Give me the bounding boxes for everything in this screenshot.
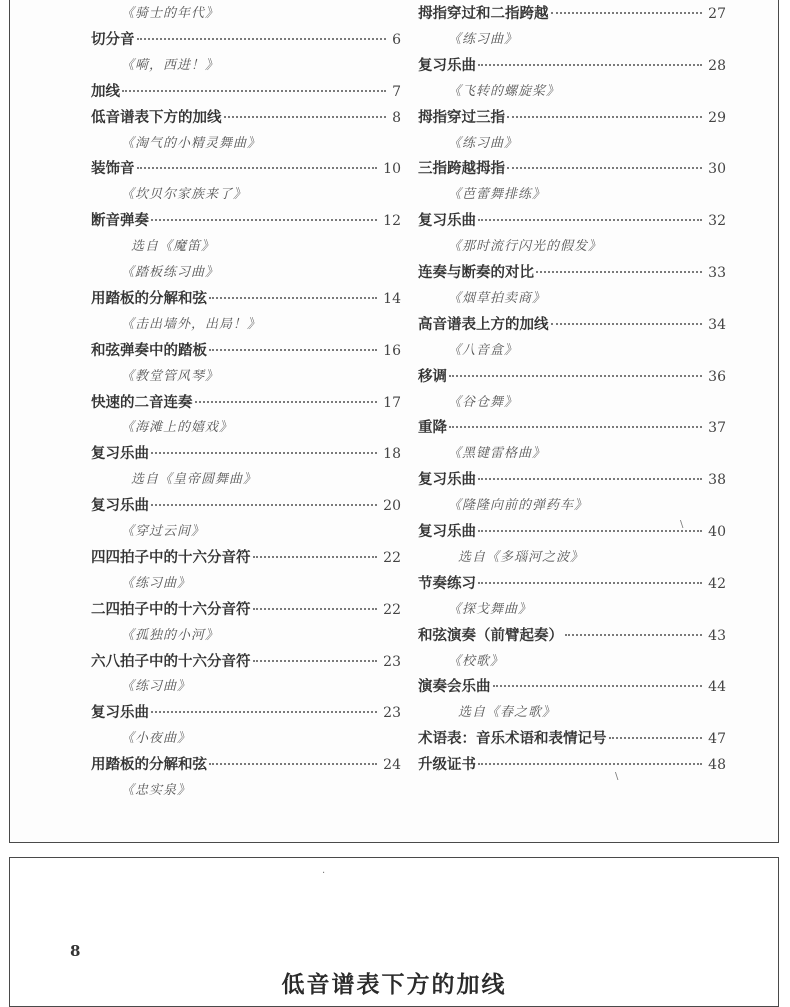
dot-leader [137,38,387,40]
toc-entry-page: 47 [708,731,726,748]
toc-entry-page: 7 [392,83,401,100]
toc-entry-page: 10 [383,161,401,178]
dot-leader [449,375,702,377]
dot-leader [224,116,387,118]
toc-entry-title: 节奏练习 [418,575,476,592]
toc-entry-page: 43 [708,627,726,644]
toc-entry-title: 演奏会乐曲 [418,679,491,696]
toc-entry-page: 22 [383,601,401,618]
toc-entry-page: 23 [383,653,401,670]
toc-entry-title: 拇指穿过三指 [418,109,505,126]
toc-entry-page: 6 [392,31,401,48]
toc-entry-title: 连奏与断奏的对比 [418,265,534,281]
toc-entry-title: 复习乐曲 [91,705,149,722]
toc-entry-title: 用踏板的分解和弦 [91,290,207,307]
toc-entry-page: 38 [708,472,726,489]
dot-leader [151,452,377,454]
toc-piece-title: 《穿过云间》 [121,524,206,539]
toc-entry [91,651,401,673]
toc-entry [91,288,401,310]
toc-entry-title: 快速的二音连奏 [91,394,193,411]
toc-entry [418,469,726,491]
toc-entry-title: 低音谱表下方的加线 [91,109,222,126]
toc-entry [91,340,401,362]
dot-leader [253,608,378,610]
toc-entry-page: 33 [708,265,726,281]
toc-entry [418,55,726,77]
toc-entry-page: 42 [708,575,726,592]
dot-leader [253,556,378,558]
toc-entry-title: 复习乐曲 [418,524,476,540]
dot-leader [209,763,377,765]
dot-leader [137,167,378,169]
toc-entry-title: 复习乐曲 [91,498,149,515]
toc-entry-page: 40 [708,524,726,540]
dot-leader [507,167,702,169]
toc-entry-page: 34 [708,316,726,333]
toc-entry-title: 高音谱表上方的加线 [418,316,549,333]
dot-leader [478,582,702,584]
toc-entry [418,210,726,232]
toc-entry [418,728,726,750]
toc-entry [418,366,726,388]
toc-entry [418,754,726,776]
toc-entry-title: 复习乐曲 [418,472,476,489]
toc-entry [418,573,726,595]
dot-leader [609,737,703,739]
dot-leader [151,219,377,221]
toc-entry [91,107,401,129]
toc-entry-page: 17 [383,394,401,411]
dot-leader [449,426,702,428]
dot-leader [507,116,702,118]
toc-entry-title: 和弦弹奏中的踏板 [91,342,207,359]
toc-piece-title: 《黑键雷格曲》 [448,446,547,462]
toc-piece-title: 《坎贝尔家族来了》 [121,187,248,203]
toc-piece-title: 《芭蕾舞排练》 [448,187,547,203]
toc-entry-title: 移调 [418,368,447,385]
toc-piece-title: 《八音盒》 [448,342,519,358]
toc-entry-title: 和弦演奏（前臂起奏） [418,627,563,644]
toc-entry-page: 24 [383,757,401,774]
toc-piece-title: 《踏板练习曲》 [121,265,220,280]
toc-piece-title: 选自《多瑙河之波》 [458,549,585,565]
toc-entry-page: 23 [383,705,401,722]
toc-piece-title: 《嗬，西进！》 [121,57,220,73]
dot-leader [551,323,703,325]
dot-leader [478,64,702,66]
toc-entry-title: 断音弹奏 [91,213,149,230]
toc-piece-title: 《击出墙外，出局！》 [121,316,262,332]
toc-entry [418,625,726,647]
toc-entry-page: 27 [708,6,726,22]
toc-entry [91,754,401,776]
toc-piece-title: 选自《春之歌》 [458,705,557,721]
dot-leader [151,504,377,506]
toc-piece-title: 《那时流行闪光的假发》 [448,239,603,255]
toc-entry-title: 复习乐曲 [418,213,476,230]
toc-entry-page: 8 [392,109,401,126]
toc-entry [91,547,401,569]
toc-entry-title: 四四拍子中的十六分音符 [91,549,251,566]
toc-piece-title: 《飞转的螺旋桨》 [448,83,561,99]
toc-entry [418,3,726,25]
toc-entry-page: 30 [708,161,726,178]
toc-entry [418,676,726,698]
toc-piece-title: 选自《魔笛》 [131,239,216,255]
toc-piece-title: 《探戈舞曲》 [448,601,533,617]
toc-entry-title: 复习乐曲 [418,57,476,74]
dot-leader [493,685,703,687]
toc-entry [91,158,401,180]
toc-entry-page: 44 [708,679,726,696]
toc-entry-title: 二四拍子中的十六分音符 [91,601,251,618]
toc-piece-title: 《练习曲》 [121,575,192,591]
toc-piece-title: 《孤独的小河》 [121,627,220,643]
toc-entry-page: 28 [708,57,726,74]
toc-entry-title: 三指跨越拇指 [418,161,505,178]
toc-entry-page: 37 [708,420,726,437]
toc-entry-page: 12 [383,213,401,230]
toc-entry-title: 装饰音 [91,161,135,178]
scan-mark: \ [680,519,684,530]
dot-leader [536,271,702,273]
toc-entry-title: 重降 [418,420,447,437]
toc-entry-title: 术语表：音乐术语和表情记号 [418,731,607,748]
toc-piece-title: 《淘气的小精灵舞曲》 [121,135,262,151]
toc-entry [418,158,726,180]
scan-mark: · [322,868,326,879]
toc-piece-title: 《忠实泉》 [121,783,192,798]
scan-mark: \ [615,771,619,782]
chapter-heading: 低音谱表下方的加线 [281,972,507,998]
toc-entry-title: 拇指穿过和二指跨越 [418,6,549,22]
toc-entry-page: 18 [383,446,401,463]
toc-piece-title: 《教堂管风琴》 [121,368,220,384]
toc-entry [91,29,401,51]
toc-entry [418,262,726,284]
dot-leader [253,660,378,662]
toc-entry [91,599,401,621]
toc-piece-title: 《隆隆向前的弹药车》 [448,498,589,514]
toc-entry-title: 复习乐曲 [91,446,149,463]
toc-piece-title: 《海滩上的嬉戏》 [121,420,234,436]
toc-piece-title: 《小夜曲》 [121,731,192,747]
dot-leader [478,219,702,221]
page-number: 8 [70,942,81,960]
toc-entry [91,495,401,517]
toc-entry-page: 32 [708,213,726,230]
toc-entry-page: 16 [383,342,401,359]
toc-entry [418,417,726,439]
toc-piece-title: 《练习曲》 [121,679,192,695]
toc-entry-page: 36 [708,368,726,385]
dot-leader [151,711,377,713]
toc-page [9,0,779,843]
toc-piece-title: 选自《皇帝圆舞曲》 [131,472,258,488]
toc-piece-title: 《练习曲》 [448,31,519,47]
toc-piece-title: 《校歌》 [448,653,505,669]
toc-piece-title: 《谷仓舞》 [448,394,519,410]
toc-entry-page: 29 [708,109,726,126]
dot-leader [209,297,377,299]
toc-piece-title: 《练习曲》 [448,135,519,151]
toc-piece-title: 《烟草拍卖商》 [448,290,547,306]
toc-entry-title: 六八拍子中的十六分音符 [91,653,251,670]
dot-leader [195,401,378,403]
toc-entry-title: 用踏板的分解和弦 [91,757,207,774]
toc-entry-page: 22 [383,549,401,566]
toc-entry-title: 加线 [91,83,120,100]
dot-leader [478,478,702,480]
dot-leader [551,12,703,14]
dot-leader [478,763,702,765]
toc-entry [91,702,401,724]
dot-leader [565,634,702,636]
toc-entry [91,443,401,465]
toc-entry-title: 切分音 [91,31,135,48]
toc-entry [418,107,726,129]
toc-entry [91,210,401,232]
dot-leader [122,90,386,92]
toc-entry [91,392,401,414]
toc-entry-title: 升级证书 [418,757,476,774]
toc-entry-page: 48 [708,757,726,774]
toc-entry-page: 14 [383,290,401,307]
toc-entry [91,81,401,103]
toc-piece-title: 《骑士的年代》 [121,6,220,21]
dot-leader [209,349,377,351]
dot-leader [478,530,702,532]
toc-entry [418,314,726,336]
next-page [9,857,779,1007]
toc-entry-page: 20 [383,498,401,515]
